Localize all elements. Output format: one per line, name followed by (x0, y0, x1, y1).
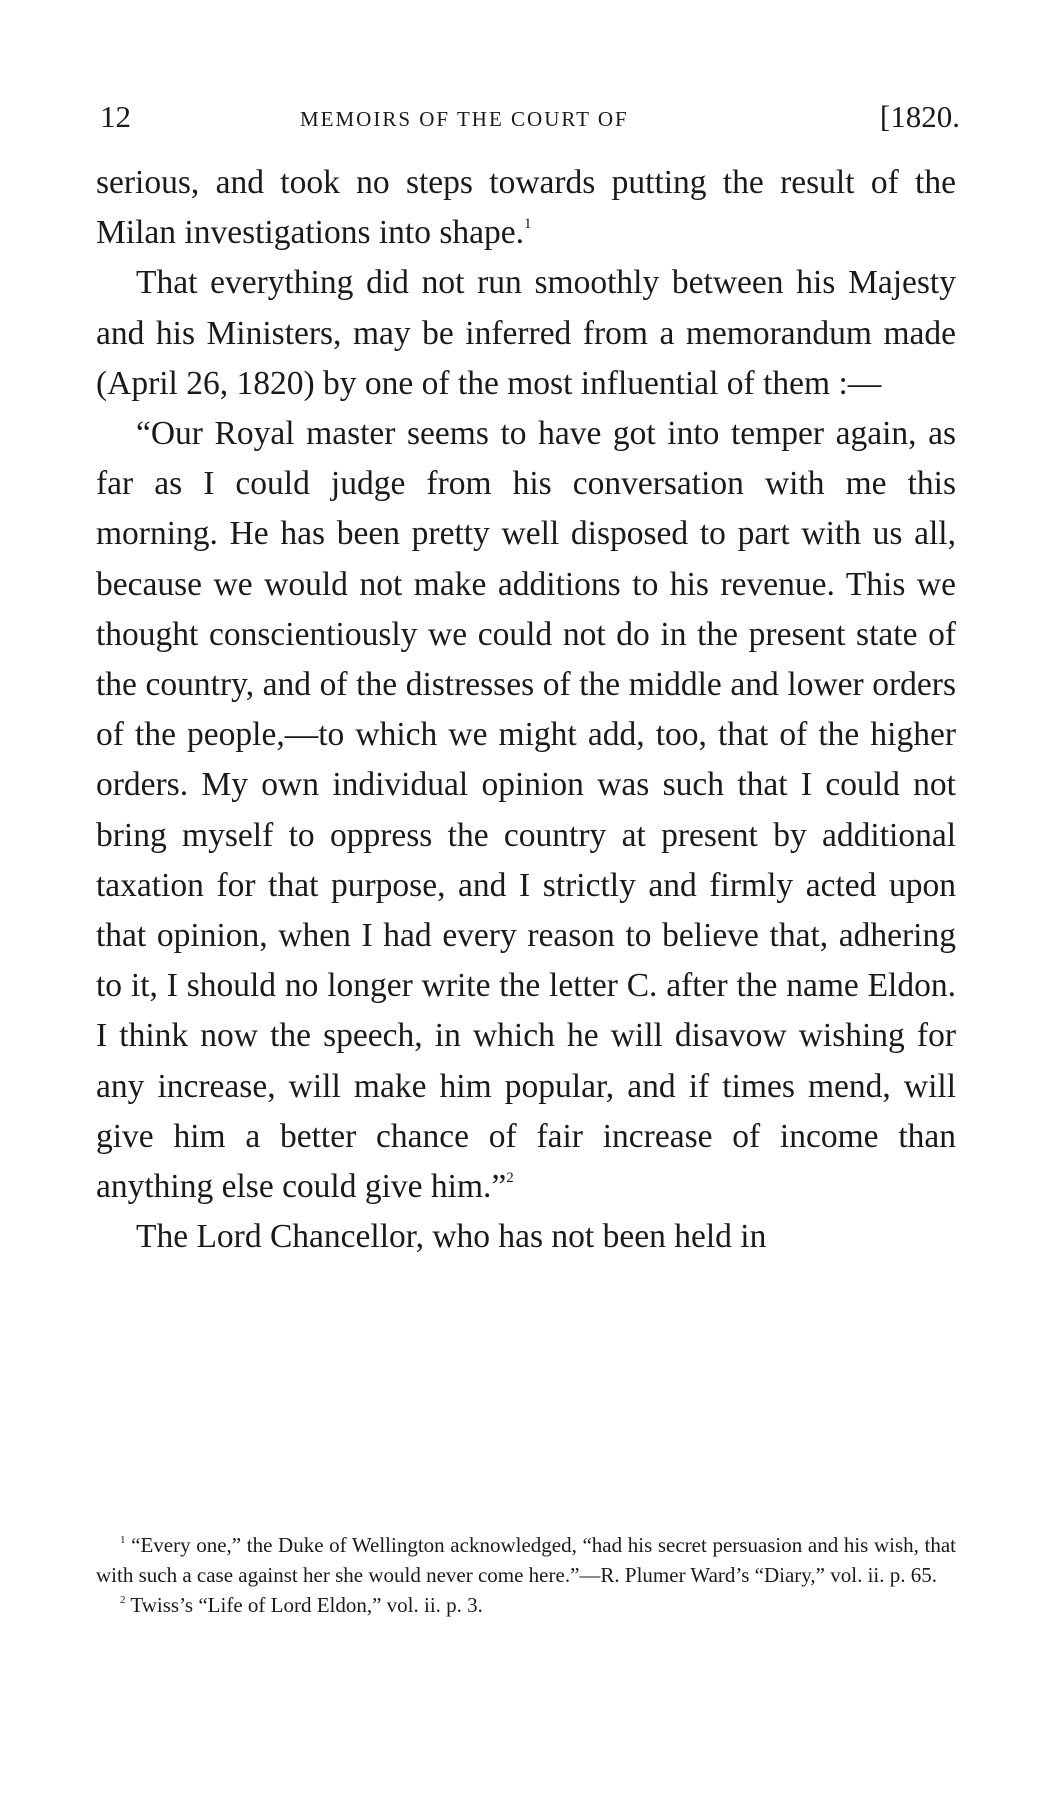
running-header (100, 99, 960, 139)
quotation-text: “Our Royal master seems to have got into temper again, as far as I could judge from his conversation with me this morning. He has been pretty well disposed to part with us all, because we would not make additions to his revenue. This we thought conscientiously we could not do in the present state of the country, and of the distresses of the middle and lower orders of the people,—to which we might add, too, that of the higher orders. My own individual opinion was such that I could not bring myself to oppress the country at present by additional taxation for that purpose, and I strictly and firmly acted upon that opinion, when I had every reason to believe that, adhering to it, I should no longer write the letter C. after the name Eldon. I think now the speech, in which he will disavow wishing for any increase, will make him popular, and if times mend, will give him a better chance of fair increase of income than anything else could give him.” (96, 415, 956, 1206)
footnote-2 (96, 1590, 956, 1620)
paragraph-1-text: serious, and took no steps towards putting the result of the Milan investigations into shape. (96, 164, 956, 252)
quotation-paragraph (96, 409, 956, 1212)
footnote-1-marker: 1 (120, 1534, 126, 1546)
header-year: [1820. (879, 99, 960, 134)
footnote-1-text: “Every one,” the Duke of Wellington acknowledged, “had his secret persuasion and his wish, that with such a case against her she would never come here.”—R. Plumer Ward’s “Diary,” vol. ii. p. 65. (96, 1533, 957, 1587)
footnote-ref-1: 1 (524, 216, 532, 233)
footnotes (96, 1530, 956, 1620)
body-text (96, 158, 956, 1262)
footnote-ref-2: 2 (506, 1170, 514, 1187)
running-title: MEMOIRS OF THE COURT OF (300, 107, 629, 131)
paragraph-2: That everything did not run smoothly between his Majesty and his Ministers, may be inferred from a memorandum made (April 26, 1820) by one of the most influential of them :— (96, 264, 956, 402)
paragraph-4: The Lord Chancellor, who has not been held in (136, 1218, 767, 1256)
footnote-1 (96, 1530, 956, 1590)
footnote-2-text: Twiss’s “Life of Lord Eldon,” vol. ii. p. 3. (130, 1593, 483, 1617)
page-number: 12 (100, 99, 131, 134)
paragraph-1 (96, 158, 956, 258)
footnote-2-marker: 2 (120, 1594, 126, 1606)
